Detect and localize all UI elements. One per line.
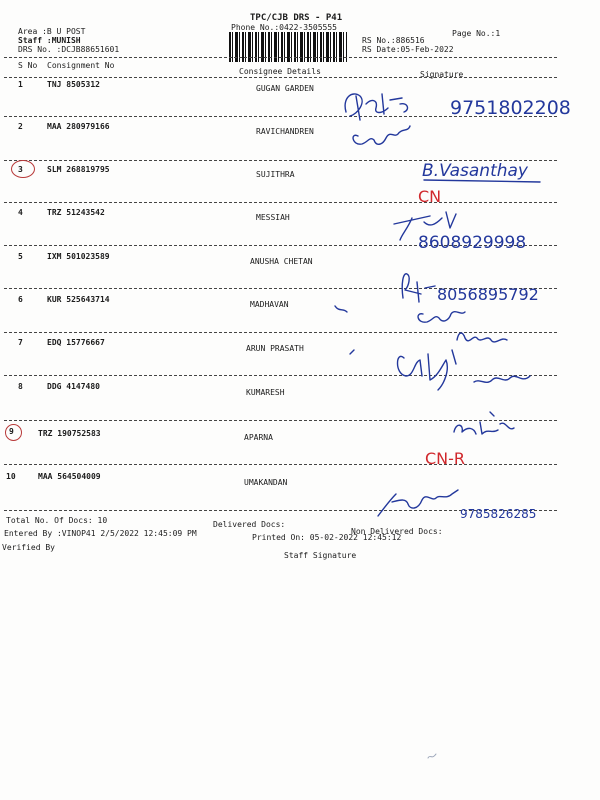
row-sno: 9 xyxy=(9,427,14,436)
row-consignee: MESSIAH xyxy=(256,213,290,222)
row-consignee: RAVICHANDREN xyxy=(256,127,314,136)
row-consignee: APARNA xyxy=(244,433,273,442)
row-sno: 2 xyxy=(18,122,23,131)
col-consignee: Consignee Details xyxy=(239,67,321,76)
row-consignee: ANUSHA CHETAN xyxy=(250,257,313,266)
handwritten-cnr: CN-R xyxy=(425,449,466,468)
signature-row-4 xyxy=(390,204,560,254)
drs-number: DRS No. :DCJB88651601 xyxy=(18,45,120,54)
printed-on: Printed On: 05-02-2022 12:45:12 xyxy=(252,533,402,542)
staff-signature-label: Staff Signature xyxy=(284,551,357,560)
row-sno: 5 xyxy=(18,252,23,261)
row-consignee: GUGAN GARDEN xyxy=(256,84,314,93)
row-sno: 6 xyxy=(18,295,23,304)
handwritten-phone: 9785826285 xyxy=(460,507,537,521)
row-sno: 3 xyxy=(18,165,23,174)
row-consignee: MADHAVAN xyxy=(250,300,289,309)
col-sno: S No xyxy=(18,61,38,70)
rs-date: RS Date:05-Feb-2022 xyxy=(362,45,454,54)
area: Area :B U POST xyxy=(18,27,86,36)
row-consignment: IXM 501023589 xyxy=(47,252,110,261)
row-sno: 8 xyxy=(18,382,23,391)
row-consignee: UMAKANDAN xyxy=(244,478,288,487)
row-consignee: KUMARESH xyxy=(246,388,285,397)
cn-r-mark xyxy=(415,440,515,480)
document-title: TPC/CJB DRS - P41 xyxy=(250,13,343,23)
row-consignment: SLM 268819795 xyxy=(47,165,110,174)
signature-row-7 xyxy=(310,340,570,400)
signature-row-8 xyxy=(420,398,550,438)
staff: Staff :MUNISH xyxy=(18,36,81,45)
row-consignment: MAA 280979166 xyxy=(47,122,110,131)
handwritten-phone: 9751802208 xyxy=(450,97,571,119)
row-consignment: DDG 4147480 xyxy=(47,382,100,391)
total-docs: Total No. Of Docs: 10 xyxy=(6,516,108,525)
col-consignment: Consignment No xyxy=(47,61,115,70)
row-consignment: TRZ 51243542 xyxy=(47,208,105,217)
row-consignment: EDQ 15776667 xyxy=(47,338,105,347)
row-sno: 10 xyxy=(6,472,16,481)
handwritten-cn: CN xyxy=(418,187,442,206)
delivered-docs: Delivered Docs: xyxy=(213,520,286,529)
row-consignment: MAA 564504009 xyxy=(38,472,101,481)
non-delivered-docs: Non Delivered Docs: xyxy=(351,527,443,536)
page-number: Page No.:1 xyxy=(452,29,501,38)
col-signature: Signature xyxy=(420,70,464,79)
row-consignment: TNJ 8505312 xyxy=(47,80,100,89)
stray-mark xyxy=(424,748,444,764)
handwritten-phone: 8608929998 xyxy=(418,233,527,253)
rs-number: RS No.:886516 xyxy=(362,36,425,45)
row-sno: 4 xyxy=(18,208,23,217)
row-consignee: ARUN PRASATH xyxy=(246,344,304,353)
phone-number: Phone No.:0422-3505555 xyxy=(231,23,337,32)
row-sno: 7 xyxy=(18,338,23,347)
signature-row-10 xyxy=(370,480,580,530)
entered-by: Entered By :VINOP41 2/5/2022 12:45:09 PM xyxy=(4,529,197,538)
row-consignment: TRZ 190752583 xyxy=(38,429,101,438)
row-circle-mark xyxy=(11,160,35,178)
row-consignment: KUR 525643714 xyxy=(47,295,110,304)
row-consignee: SUJITHRA xyxy=(256,170,295,179)
row-sno: 1 xyxy=(18,80,23,89)
handwritten-phone: 8056895792 xyxy=(437,285,539,304)
handwritten-name: B.Vasanthay xyxy=(422,161,528,181)
verified-by: Verified By xyxy=(2,543,55,552)
